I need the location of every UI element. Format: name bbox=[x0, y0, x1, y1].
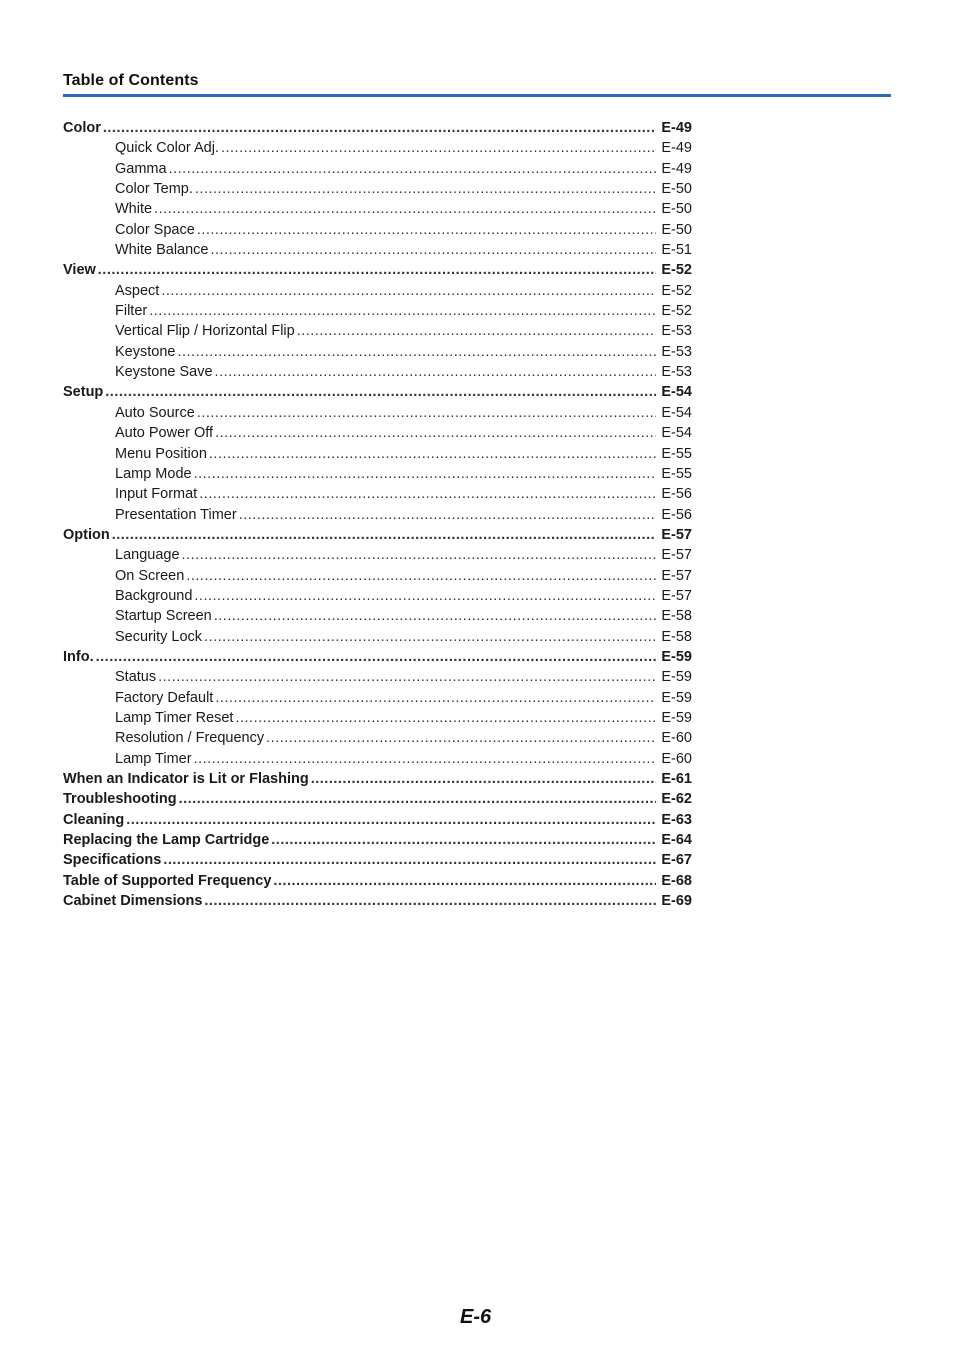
toc-subsection-entry[interactable] bbox=[63, 464, 692, 484]
toc-entry-label: Aspect bbox=[115, 282, 160, 299]
dot-leader bbox=[194, 586, 656, 606]
toc-entry-label: Input Format bbox=[115, 486, 198, 503]
toc-subsection-entry[interactable] bbox=[63, 708, 692, 728]
toc-subsection-entry[interactable] bbox=[63, 484, 692, 504]
toc-section-entry[interactable] bbox=[63, 810, 692, 830]
toc-entry-page: E-59 bbox=[661, 648, 692, 665]
toc-entry-label: White Balance bbox=[115, 242, 209, 259]
dot-leader bbox=[197, 403, 657, 423]
toc-entry-page: E-61 bbox=[661, 771, 692, 787]
toc-entry-label: Startup Screen bbox=[115, 608, 212, 625]
toc-subsection-entry[interactable] bbox=[63, 444, 692, 464]
toc-subsection-entry[interactable] bbox=[63, 301, 692, 321]
toc-entry-label: Color bbox=[63, 120, 101, 136]
toc-entry-label: Presentation Timer bbox=[115, 506, 237, 523]
dot-leader bbox=[215, 362, 657, 382]
dot-leader bbox=[96, 647, 657, 667]
dot-leader bbox=[266, 728, 656, 748]
dot-leader bbox=[161, 281, 656, 301]
page-number: E-6 bbox=[460, 1306, 492, 1328]
dot-leader bbox=[204, 891, 656, 911]
toc-subsection-entry[interactable] bbox=[63, 627, 692, 647]
toc-entry-label: Auto Power Off bbox=[115, 425, 214, 442]
toc-entry-page: E-49 bbox=[661, 140, 692, 157]
toc-entry-label: Cleaning bbox=[63, 811, 125, 828]
toc-entry-label: Factory Default bbox=[115, 689, 214, 706]
toc-subsection-entry[interactable] bbox=[63, 505, 692, 525]
toc-subsection-entry[interactable] bbox=[63, 138, 692, 158]
toc-entry-page: E-54 bbox=[661, 384, 692, 401]
toc-subsection-entry[interactable] bbox=[63, 606, 692, 626]
dot-leader bbox=[199, 484, 656, 504]
dot-leader bbox=[103, 118, 657, 138]
toc-entry-label: Replacing the Lamp Cartridge bbox=[63, 832, 270, 849]
dot-leader bbox=[179, 789, 657, 809]
dot-leader bbox=[209, 444, 656, 464]
toc-entry-page: E-68 bbox=[661, 872, 692, 889]
toc-entry-page: E-49 bbox=[661, 120, 692, 136]
toc-entry-page: E-69 bbox=[661, 893, 692, 910]
toc-subsection-entry[interactable] bbox=[63, 403, 692, 423]
toc-entry-page: E-54 bbox=[661, 425, 692, 442]
dot-leader bbox=[221, 138, 656, 158]
toc-entry-page: E-59 bbox=[661, 709, 692, 726]
dot-leader bbox=[105, 382, 656, 402]
toc-entry-page: E-56 bbox=[661, 506, 692, 523]
toc-entry-page: E-53 bbox=[661, 364, 692, 381]
dot-leader bbox=[197, 220, 657, 240]
toc-section-entry[interactable] bbox=[63, 891, 692, 911]
toc-entry-page: E-50 bbox=[661, 221, 692, 238]
toc-subsection-entry[interactable] bbox=[63, 423, 692, 443]
toc-entry-label: View bbox=[63, 262, 96, 279]
toc-subsection-entry[interactable] bbox=[63, 749, 692, 769]
toc-subsection-entry[interactable] bbox=[63, 179, 692, 199]
toc-entry-label: On Screen bbox=[115, 567, 185, 584]
toc-subsection-entry[interactable] bbox=[63, 321, 692, 341]
toc-entry-label: White bbox=[115, 201, 153, 218]
toc-subsection-entry[interactable] bbox=[63, 159, 692, 179]
toc-subsection-entry[interactable] bbox=[63, 220, 692, 240]
toc-entry-label: Status bbox=[115, 669, 157, 686]
dot-leader bbox=[214, 606, 657, 626]
toc-subsection-entry[interactable] bbox=[63, 545, 692, 565]
dot-leader bbox=[215, 423, 656, 443]
dot-leader bbox=[235, 708, 656, 728]
toc-subsection-entry[interactable] bbox=[63, 688, 692, 708]
toc-entry-label: Resolution / Frequency bbox=[115, 730, 265, 747]
toc-entry-label: Info. bbox=[63, 648, 94, 665]
header-divider bbox=[63, 94, 891, 97]
toc-subsection-entry[interactable] bbox=[63, 342, 692, 362]
toc-entry-label: Gamma bbox=[115, 160, 167, 177]
toc-section-entry[interactable] bbox=[63, 789, 692, 809]
dot-leader bbox=[98, 260, 657, 280]
dot-leader bbox=[177, 342, 656, 362]
toc-section-entry[interactable] bbox=[63, 525, 692, 545]
toc-entry-label: Color Space bbox=[115, 221, 195, 238]
dot-leader bbox=[271, 830, 656, 850]
toc-subsection-entry[interactable] bbox=[63, 667, 692, 687]
toc-entry-page: E-52 bbox=[661, 262, 692, 279]
toc-entry-page: E-58 bbox=[661, 628, 692, 645]
dot-leader bbox=[194, 464, 657, 484]
toc-entry-label: Specifications bbox=[63, 852, 162, 869]
dot-leader bbox=[169, 159, 657, 179]
dot-leader bbox=[112, 525, 657, 545]
toc-entry-page: E-50 bbox=[661, 181, 692, 198]
toc-entry-page: E-52 bbox=[661, 282, 692, 299]
toc-entry-page: E-63 bbox=[661, 811, 692, 828]
toc-subsection-entry[interactable] bbox=[63, 240, 692, 260]
toc-entry-label: Auto Source bbox=[115, 404, 195, 421]
dot-leader bbox=[154, 199, 656, 219]
toc-entry-label: Option bbox=[63, 526, 110, 543]
dot-leader bbox=[273, 871, 656, 891]
toc-entry-label: Setup bbox=[63, 384, 104, 401]
toc-entry-page: E-57 bbox=[661, 567, 692, 584]
toc-entry-page: E-55 bbox=[661, 465, 692, 482]
dot-leader bbox=[239, 505, 657, 525]
toc-entry-page: E-56 bbox=[661, 486, 692, 503]
dot-leader bbox=[211, 240, 657, 260]
dot-leader bbox=[186, 566, 656, 586]
toc-entry-page: E-52 bbox=[661, 303, 692, 320]
dot-leader bbox=[215, 688, 656, 708]
toc-entry-page: E-50 bbox=[661, 201, 692, 218]
toc-entry-label: Quick Color Adj. bbox=[115, 140, 219, 157]
dot-leader bbox=[297, 321, 657, 341]
table-of-contents bbox=[63, 118, 692, 911]
toc-entry-page: E-57 bbox=[661, 547, 692, 564]
toc-entry-label: Security Lock bbox=[115, 628, 203, 645]
toc-section-entry[interactable] bbox=[63, 647, 692, 667]
toc-entry-label: Vertical Flip / Horizontal Flip bbox=[115, 323, 295, 340]
dot-leader bbox=[158, 667, 656, 687]
toc-entry-label: Lamp Mode bbox=[115, 465, 192, 482]
toc-entry-page: E-67 bbox=[661, 852, 692, 869]
toc-entry-page: E-62 bbox=[661, 791, 692, 808]
toc-entry-page: E-53 bbox=[661, 323, 692, 340]
toc-section-entry[interactable] bbox=[63, 830, 692, 850]
toc-subsection-entry[interactable] bbox=[63, 281, 692, 301]
toc-subsection-entry[interactable] bbox=[63, 728, 692, 748]
toc-section-entry[interactable] bbox=[63, 871, 692, 891]
toc-entry-page: E-58 bbox=[661, 608, 692, 625]
toc-entry-page: E-55 bbox=[661, 445, 692, 462]
toc-entry-page: E-53 bbox=[661, 343, 692, 360]
dot-leader bbox=[311, 769, 657, 789]
toc-subsection-entry[interactable] bbox=[63, 199, 692, 219]
toc-entry-page: E-59 bbox=[661, 689, 692, 706]
toc-entry-label: Troubleshooting bbox=[63, 791, 177, 808]
toc-entry-page: E-57 bbox=[661, 587, 692, 604]
toc-entry-label: When an Indicator is Lit or Flashing bbox=[63, 771, 309, 787]
toc-entry-label: Keystone bbox=[115, 343, 176, 360]
dot-leader bbox=[195, 179, 656, 199]
toc-entry-page: E-59 bbox=[661, 669, 692, 686]
toc-entry-page: E-64 bbox=[661, 832, 692, 849]
toc-entry-page: E-60 bbox=[661, 730, 692, 747]
toc-entry-page: E-54 bbox=[661, 404, 692, 421]
dot-leader bbox=[163, 850, 656, 870]
page-title: Table of Contents bbox=[63, 72, 199, 89]
toc-section-entry[interactable] bbox=[63, 260, 692, 280]
dot-leader bbox=[149, 301, 656, 321]
toc-section-entry[interactable] bbox=[63, 382, 692, 402]
toc-subsection-entry[interactable] bbox=[63, 566, 692, 586]
toc-section-entry[interactable] bbox=[63, 118, 692, 138]
toc-entry-label: Color Temp. bbox=[115, 181, 193, 198]
toc-section-entry[interactable] bbox=[63, 850, 692, 870]
toc-entry-label: Lamp Timer Reset bbox=[115, 709, 234, 726]
toc-entry-page: E-49 bbox=[661, 160, 692, 177]
toc-entry-label: Filter bbox=[115, 303, 148, 320]
dot-leader bbox=[194, 749, 657, 769]
toc-entry-page: E-60 bbox=[661, 750, 692, 767]
toc-entry-label: Language bbox=[115, 547, 180, 564]
toc-entry-page: E-51 bbox=[661, 242, 692, 259]
toc-subsection-entry[interactable] bbox=[63, 586, 692, 606]
toc-entry-label: Menu Position bbox=[115, 445, 207, 462]
toc-entry-label: Keystone Save bbox=[115, 364, 213, 381]
dot-leader bbox=[182, 545, 657, 565]
dot-leader bbox=[204, 627, 656, 647]
toc-entry-page: E-57 bbox=[661, 526, 692, 543]
toc-entry-label: Lamp Timer bbox=[115, 750, 192, 767]
toc-subsection-entry[interactable] bbox=[63, 362, 692, 382]
toc-section-entry[interactable] bbox=[63, 769, 692, 789]
dot-leader bbox=[126, 810, 656, 830]
toc-entry-label: Table of Supported Frequency bbox=[63, 872, 272, 889]
toc-entry-label: Cabinet Dimensions bbox=[63, 893, 203, 910]
toc-entry-label: Background bbox=[115, 587, 193, 604]
